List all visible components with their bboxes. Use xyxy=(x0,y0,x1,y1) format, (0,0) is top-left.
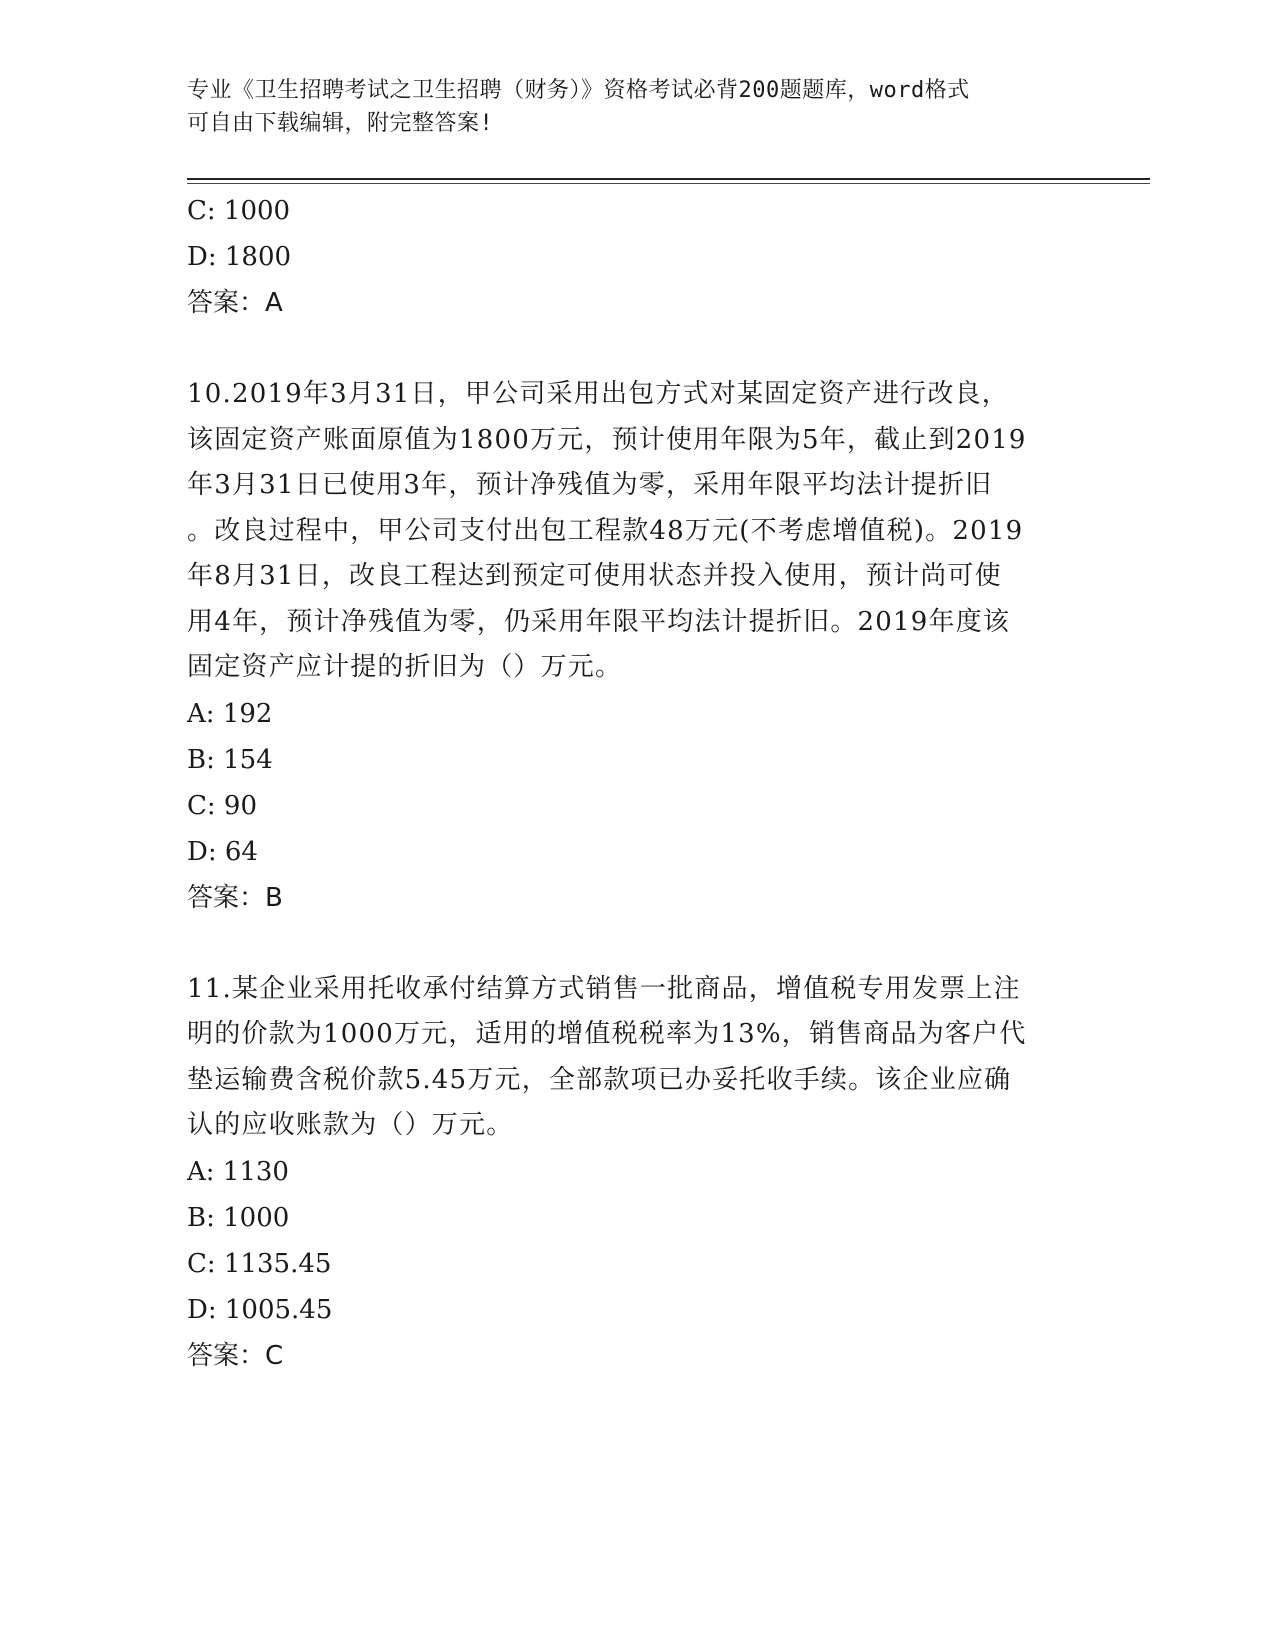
header-line-1: 专业《卫生招聘考试之卫生招聘（财务）》资格考试必背200题题库，word格式 xyxy=(187,78,970,103)
option-c: C: 1000 xyxy=(187,196,291,226)
option-d: D: 1005.45 xyxy=(187,1294,333,1325)
question-text-line: 固定资产应计提的折旧为（）万元。 xyxy=(187,652,623,682)
option-a: A: 1130 xyxy=(187,1156,289,1187)
question-text-line: 垫运输费含税价款5.45万元，全部款项已办妥托收手续。该企业应确 xyxy=(187,1064,1012,1095)
answer-line: 答案：C xyxy=(187,1340,284,1371)
question-text-line: 年8月31日，改良工程达到预定可使用状态并投入使用，预计尚可使 xyxy=(187,561,1002,591)
spacer xyxy=(187,326,1087,372)
question-text-line: 年3月31日已使用3年，预计净残值为零，采用年限平均法计提折旧 xyxy=(187,470,993,500)
option-a: A: 192 xyxy=(187,698,273,729)
document-header xyxy=(187,74,1067,140)
header-divider-thin xyxy=(187,183,1150,184)
option-c: C: 90 xyxy=(187,790,258,821)
option-d: D: 1800 xyxy=(187,242,292,272)
question-11 xyxy=(187,967,1087,1379)
question-text-line: 认的应收账款为（）万元。 xyxy=(187,1110,514,1140)
option-b: B: 1000 xyxy=(187,1202,290,1233)
header-line-2: 可自由下载编辑，附完整答案! xyxy=(187,111,494,136)
question-text-line: 。改良过程中，甲公司支付出包工程款48万元(不考虑增值税)。2019 xyxy=(187,515,1024,546)
spacer xyxy=(187,921,1087,967)
question-text-line: 用4年，预计净残值为零，仍采用年限平均法计提折旧。2019年度该 xyxy=(187,606,1011,637)
question-9-tail xyxy=(187,188,1087,326)
question-text-line: 明的价款为1000万元，适用的增值税税率为13%，销售商品为客户代 xyxy=(187,1019,1027,1049)
answer-line: 答案：B xyxy=(187,882,283,913)
header-divider-thick xyxy=(187,178,1150,180)
option-b: B: 154 xyxy=(187,744,273,775)
question-text-line: 该固定资产账面原值为1800万元，预计使用年限为5年，截止到2019 xyxy=(187,424,1027,455)
question-10 xyxy=(187,372,1087,921)
question-text-line: 11.某企业采用托收承付结算方式销售一批商品，增值税专用发票上注 xyxy=(187,973,1021,1004)
option-c: C: 1135.45 xyxy=(187,1248,332,1279)
question-text-line: 10.2019年3月31日，甲公司采用出包方式对某固定资产进行改良， xyxy=(187,379,1009,409)
document-body xyxy=(187,188,1087,1379)
option-d: D: 64 xyxy=(187,836,258,867)
answer-line: 答案：A xyxy=(187,288,283,318)
